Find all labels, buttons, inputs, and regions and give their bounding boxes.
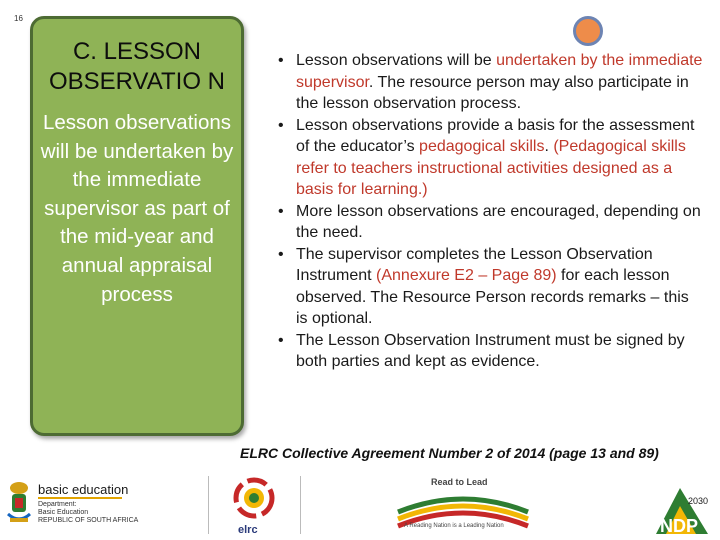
bullet-item: • Lesson observations provide a basis for the assessment of the educator’s pedagogical skills. (Pedagogical skills refer to teachers instructional activities designed as a basis for learning.) (278, 115, 703, 201)
reference-citation: ELRC Collective Agreement Number 2 of 2014 (page 13 and 89) (240, 445, 659, 461)
decorative-circle-icon (573, 16, 603, 46)
dbe-dept-name: Basic Education (38, 509, 89, 516)
divider (208, 476, 209, 534)
coat-of-arms-icon (6, 480, 32, 526)
highlight-text: undertaken by the immediate supervisor (296, 52, 703, 91)
section-subtitle: Lesson observations will be undertaken by the immediate supervisor as part of the mid-year and annual appraisal process (40, 111, 234, 306)
dbe-name: basic education (38, 482, 129, 497)
bullet-item: • Lesson observations will be undertaken by the immediate supervisor. The resource person may also participate in the lesson observation process. (278, 50, 703, 115)
bullet-item: • The Lesson Observation Instrument must be signed by both parties and kept as evidence. (278, 330, 703, 373)
bullet-list (278, 50, 703, 373)
ndp-logo-icon (652, 484, 712, 536)
footer-logos (0, 468, 720, 540)
dbe-dept: Department: (38, 501, 77, 508)
section-title: C. LESSON OBSERVATIO N (48, 38, 226, 95)
elrc-name: elrc (238, 524, 258, 536)
ndp-name: NDP (660, 516, 699, 536)
read-to-lead-tagline: A Reading Nation is a Leading Nation (404, 523, 504, 529)
bullet-item: • The supervisor completes the Lesson Observation Instrument (Annexure E2 – Page 89) for each lesson observed. The Resource Person records remarks – this is optional. (278, 244, 703, 330)
ndp-year: 2030 (688, 496, 709, 506)
slide-number: 16 (14, 14, 23, 23)
highlight-text: (Pedagogical skills refer to teachers instructional activities designed as a basis for learning.) (296, 138, 686, 198)
dbe-country: REPUBLIC OF SOUTH AFRICA (38, 517, 139, 524)
read-to-lead-label: Read to Lead (431, 477, 488, 487)
section-title-panel (30, 16, 244, 436)
highlight-text: pedagogical skills (419, 138, 545, 155)
divider (300, 476, 301, 534)
highlight-text: (Annexure E2 – Page 89) (376, 267, 557, 284)
bullet-item: • More lesson observations are encouraged, depending on the need. (278, 201, 703, 244)
dbe-logo-text (38, 484, 138, 525)
